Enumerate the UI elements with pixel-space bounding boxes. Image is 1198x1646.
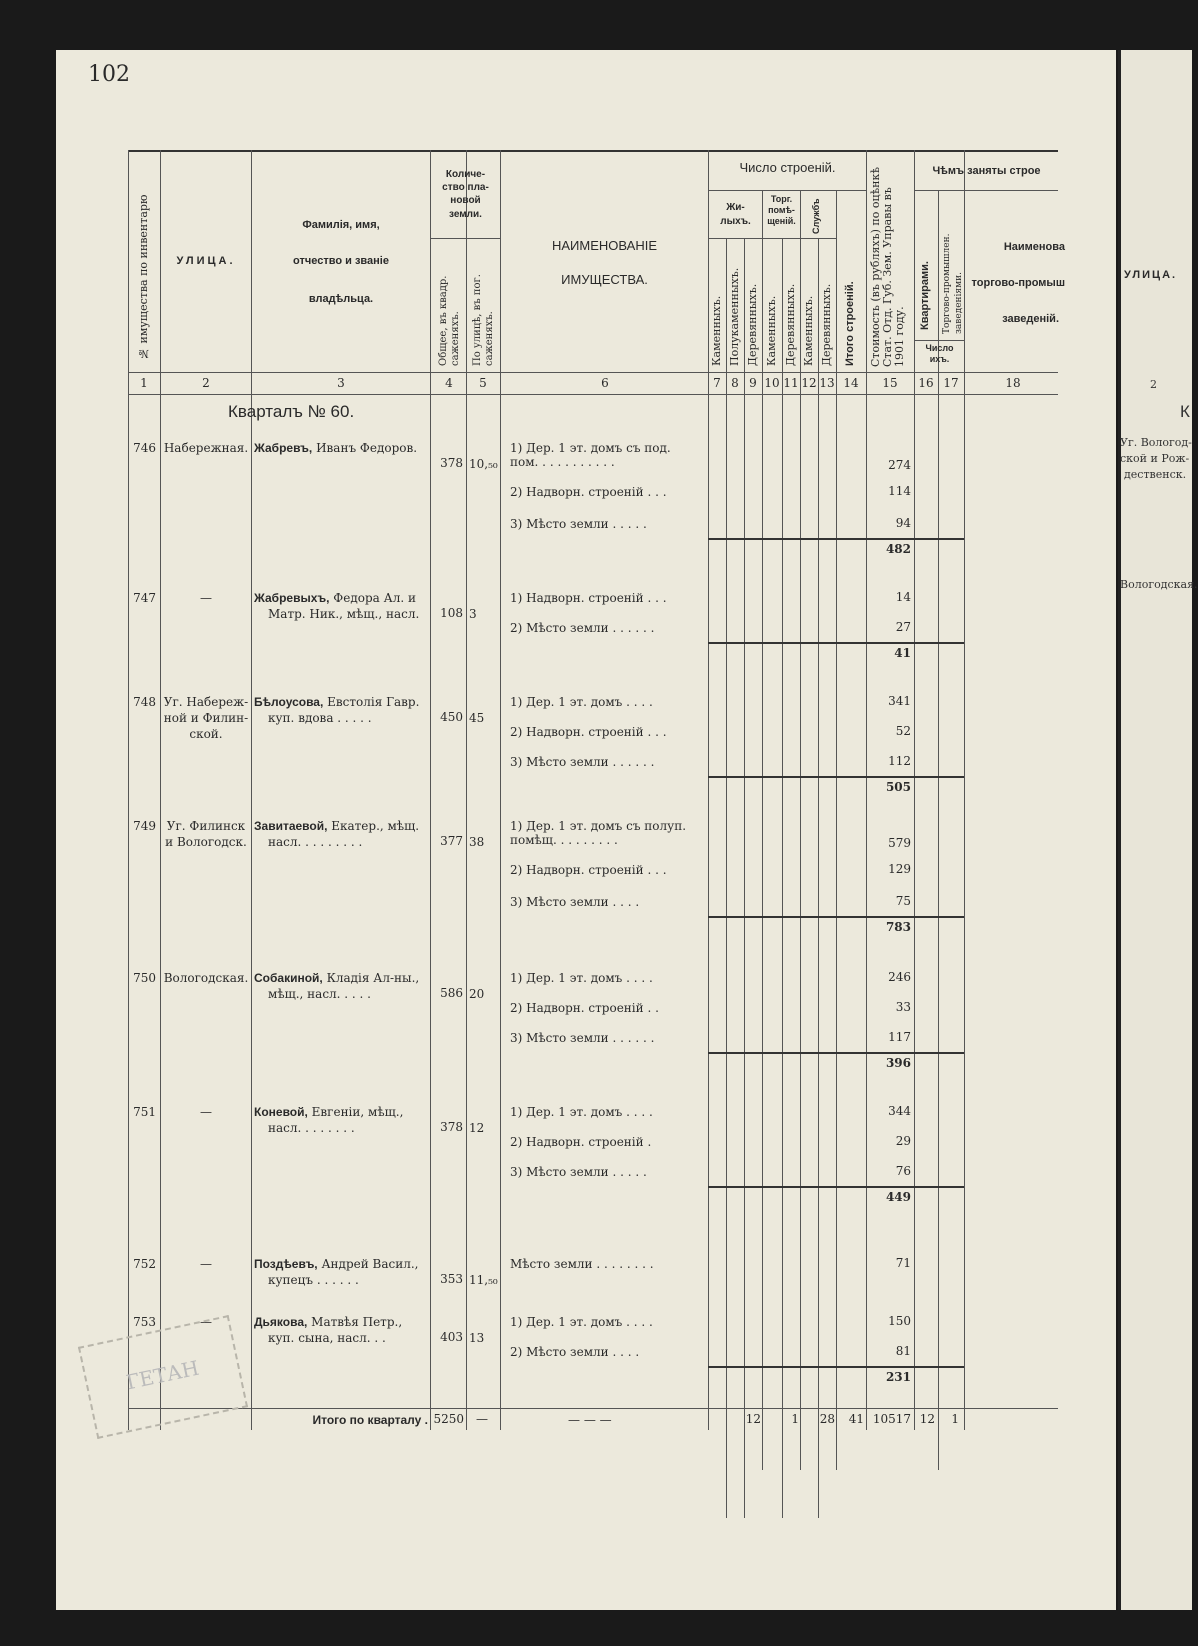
col-num: 7 xyxy=(713,376,721,390)
entry-number: 747 xyxy=(133,591,156,605)
property-cost: 14 xyxy=(895,590,911,604)
owner-surname: Дьякова, xyxy=(254,1315,308,1329)
header-col5: По улицѣ, въ пог. саженяхъ. xyxy=(472,274,495,366)
property-item: 3) Мѣсто земли . . . . . . xyxy=(510,755,655,769)
grand-total-dashes: — — — xyxy=(568,1413,612,1427)
header-col10: Каменныхъ. xyxy=(765,295,778,366)
header-count-2: ихъ. xyxy=(929,354,950,364)
subtotal-rule xyxy=(708,1052,964,1054)
header-col4: Общее, въ квадр. саженяхъ. xyxy=(438,275,461,366)
header-col16: Квартирами. xyxy=(919,261,931,330)
subtotal-cost: 231 xyxy=(885,1370,911,1384)
header-col18-1: Наименова xyxy=(1003,241,1065,253)
entry-frontage: 10,₅₀ xyxy=(469,457,498,471)
entry-owner-2: насл. . . . . . . . xyxy=(268,1121,355,1135)
col-num: 5 xyxy=(479,376,487,390)
property-cost: 150 xyxy=(888,1314,911,1328)
property-item: 3) Мѣсто земли . . . . . . xyxy=(510,1031,655,1045)
header-torg2: помѣ- xyxy=(768,205,795,215)
entry-frontage: 38 xyxy=(469,835,485,849)
owner-surname: Коневой, xyxy=(254,1105,308,1119)
entry-area: 450 xyxy=(440,710,463,724)
property-cost: 33 xyxy=(895,1000,911,1014)
header-land-2: ство пла- xyxy=(442,182,489,193)
header-col8: Полукаменныхъ. xyxy=(728,267,741,366)
property-cost: 71 xyxy=(895,1256,911,1270)
subtotal-cost: 505 xyxy=(885,780,911,794)
property-cost: 274 xyxy=(888,458,911,472)
col-num: 9 xyxy=(749,376,757,390)
entry-owner xyxy=(254,818,419,835)
header-col13: Деревянныхъ. xyxy=(820,283,833,366)
property-cost: 75 xyxy=(895,894,911,908)
entry-number: 753 xyxy=(133,1315,156,1329)
property-item: пом. . . . . . . . . . . xyxy=(510,455,615,469)
owner-name: Иванъ Федоров. xyxy=(312,441,418,455)
header-count-1: Число xyxy=(925,343,954,353)
register-table xyxy=(128,150,1116,1550)
property-cost: 341 xyxy=(888,694,911,708)
grand-total-c11: 1 xyxy=(791,1412,799,1426)
property-item: 1) Дер. 1 эт. домъ . . . . xyxy=(510,1105,653,1119)
entry-number: 749 xyxy=(133,819,156,833)
right-street-1: Уг. Вологод- xyxy=(1120,436,1192,449)
subtotal-rule xyxy=(708,776,964,778)
entry-frontage: 3 xyxy=(469,607,477,621)
header-property-1: НАИМЕНОВАНІЕ xyxy=(552,238,657,253)
right-street-3: дественск. xyxy=(1124,468,1187,481)
col-num: 16 xyxy=(918,376,934,390)
property-item: 3) Мѣсто земли . . . . . xyxy=(510,1165,647,1179)
header-zhil2: лыхъ. xyxy=(720,216,751,227)
grand-total-c9: 12 xyxy=(745,1412,761,1426)
owner-surname: Бѣлоусова, xyxy=(254,695,324,709)
property-cost: 579 xyxy=(888,836,911,850)
subtotal-rule xyxy=(708,642,964,644)
subtotal-rule xyxy=(708,1186,964,1188)
entry-number: 748 xyxy=(133,695,156,709)
entry-owner xyxy=(254,694,419,711)
owner-name: Федора Ал. и xyxy=(329,591,416,605)
header-torg3: щеній. xyxy=(767,216,796,226)
entry-street: Уг. Набереж- xyxy=(163,695,249,709)
header-zhil: Жи- xyxy=(726,202,745,213)
right-header-street: УЛИЦА. xyxy=(1124,269,1178,281)
right-quarter: К xyxy=(1180,402,1190,421)
header-col7: Каменныхъ. xyxy=(710,295,723,366)
header-owner-2: отчество и званіе xyxy=(293,255,389,267)
grand-total-label: Итого по кварталу . xyxy=(312,1413,428,1427)
grand-total-c16: 12 xyxy=(919,1412,935,1426)
header-property-2: ИМУЩЕСТВА. xyxy=(561,272,648,287)
entry-owner xyxy=(254,1104,403,1121)
grand-total-c13: 28 xyxy=(819,1412,835,1426)
entry-frontage: 20 xyxy=(469,987,485,1001)
owner-name: Евгеніи, мѣщ., xyxy=(307,1105,404,1119)
property-cost: 29 xyxy=(895,1134,911,1148)
entry-area: 377 xyxy=(440,834,463,848)
property-item: 2) Надворн. строеній . . . xyxy=(510,725,667,739)
entry-area: 378 xyxy=(440,1120,463,1134)
header-torg: Торг. xyxy=(770,194,793,204)
right-col-num: 2 xyxy=(1150,378,1157,391)
property-cost: 344 xyxy=(888,1104,911,1118)
next-page-edge xyxy=(1118,50,1192,1610)
entry-owner-2: насл. . . . . . . . . xyxy=(268,835,363,849)
entry-area: 403 xyxy=(440,1330,463,1344)
quarter-title: Кварталъ № 60. xyxy=(228,402,355,421)
subtotal-rule xyxy=(708,916,964,918)
property-item: 1) Дер. 1 эт. домъ съ полуп. xyxy=(510,819,687,833)
property-cost: 114 xyxy=(888,484,911,498)
property-cost: 76 xyxy=(895,1164,911,1178)
owner-name: Матвѣя Петр., xyxy=(307,1315,403,1329)
entry-street: Набережная. xyxy=(163,441,249,455)
grand-total-area: 5250 xyxy=(433,1412,464,1426)
owner-surname: Собакиной, xyxy=(254,971,323,985)
owner-name: Евстолія Гавр. xyxy=(323,695,420,709)
entry-owner-2: купецъ . . . . . . xyxy=(268,1273,359,1287)
owner-name: Кладія Ал-ны., xyxy=(322,971,420,985)
entry-frontage: 11,₅₀ xyxy=(469,1273,498,1287)
header-col15: Стоимость (въ рубляхъ) по оцѣнкѣ Стат. Отд. Губ. Зем. Управы въ 1901 году. xyxy=(869,166,906,367)
property-item: 2) Надворн. строеній . . xyxy=(510,1001,659,1015)
col-num: 1 xyxy=(140,376,148,390)
header-col17: Торгово-промышлен. заведеніями. xyxy=(942,233,964,334)
property-item: Мѣсто земли . . . . . . . . xyxy=(510,1257,654,1271)
property-item: 3) Мѣсто земли . . . . xyxy=(510,895,640,909)
entry-owner-2: Матр. Ник., мѣщ., насл. xyxy=(268,607,420,621)
owner-surname: Жабревыхъ, xyxy=(254,591,330,605)
entry-owner xyxy=(254,1314,402,1331)
subtotal-cost: 396 xyxy=(885,1056,911,1070)
property-item: 3) Мѣсто земли . . . . . xyxy=(510,517,647,531)
subtotal-cost: 449 xyxy=(885,1190,911,1204)
col-num: 4 xyxy=(445,376,453,390)
entry-street: и Вологодск. xyxy=(165,835,247,849)
property-cost: 112 xyxy=(888,754,911,768)
header-land-3: новой xyxy=(450,195,481,206)
entry-number: 746 xyxy=(133,441,156,455)
owner-surname: Завитаевой, xyxy=(254,819,328,833)
property-item: 2) Надворн. строеній . . . xyxy=(510,485,667,499)
col-num: 13 xyxy=(819,376,835,390)
entry-owner xyxy=(254,970,419,987)
col-num: 14 xyxy=(843,376,859,390)
entry-owner-2: куп. сына, насл. . . xyxy=(268,1331,386,1345)
property-cost: 52 xyxy=(895,724,911,738)
property-item: 2) Надворн. строеній . xyxy=(510,1135,652,1149)
owner-surname: Жабревъ, xyxy=(254,441,313,455)
property-item: 1) Дер. 1 эт. домъ . . . . xyxy=(510,695,653,709)
entry-street: — xyxy=(200,591,212,605)
owner-surname: Поздѣевъ, xyxy=(254,1257,318,1271)
header-col12: Каменныхъ. xyxy=(802,295,815,366)
subtotal-rule xyxy=(708,1366,964,1368)
entry-street: — xyxy=(200,1315,212,1329)
property-item: 2) Мѣсто земли . . . . . . xyxy=(510,621,655,635)
col-num: 15 xyxy=(882,376,898,390)
entry-owner-2: мѣщ., насл. . . . . xyxy=(268,987,371,1001)
header-col1: № имущества по инвентарю xyxy=(137,194,150,360)
entry-number: 752 xyxy=(133,1257,156,1271)
col-num: 18 xyxy=(1005,376,1021,390)
header-owner-1: Фамилія, имя, xyxy=(302,219,380,231)
entry-area: 586 xyxy=(440,986,463,1000)
header-owner-3: владѣльца. xyxy=(308,293,374,305)
header-col14: Итого строеній. xyxy=(844,281,856,366)
property-cost: 94 xyxy=(895,516,911,530)
entry-number: 750 xyxy=(133,971,156,985)
col-num: 2 xyxy=(202,376,210,390)
grand-total-c14: 41 xyxy=(848,1412,864,1426)
col-num: 6 xyxy=(601,376,609,390)
library-stamp: ГЕТАН xyxy=(78,1315,248,1439)
property-cost: 81 xyxy=(895,1344,911,1358)
col-num: 17 xyxy=(943,376,959,390)
header-col11: Деревянныхъ. xyxy=(784,283,797,366)
grand-total-frontage: — xyxy=(476,1412,488,1426)
property-cost: 117 xyxy=(888,1030,911,1044)
entry-number: 751 xyxy=(133,1105,156,1119)
entry-owner xyxy=(254,440,417,457)
col-num: 8 xyxy=(731,376,739,390)
subtotal-cost: 482 xyxy=(885,542,911,556)
property-item: 1) Дер. 1 эт. домъ съ под. xyxy=(510,441,671,455)
entry-frontage: 13 xyxy=(469,1331,485,1345)
property-item: 2) Мѣсто земли . . . . xyxy=(510,1345,640,1359)
entry-area: 353 xyxy=(440,1272,463,1286)
header-sluzhb: Службъ xyxy=(811,198,821,234)
property-item: 1) Надворн. строеній . . . xyxy=(510,591,667,605)
entry-area: 378 xyxy=(440,456,463,470)
page-number: 102 xyxy=(88,62,130,87)
grand-total-c17: 1 xyxy=(951,1412,959,1426)
entry-owner xyxy=(254,590,416,607)
col-num: 3 xyxy=(337,376,345,390)
property-cost: 246 xyxy=(888,970,911,984)
col-num: 12 xyxy=(801,376,817,390)
property-item: 2) Надворн. строеній . . . xyxy=(510,863,667,877)
entry-street: ской. xyxy=(189,727,223,741)
header-land-4: земли. xyxy=(449,209,482,220)
header-col18-3: заведеній. xyxy=(1002,313,1059,325)
header-col9: Деревянныхъ. xyxy=(746,283,759,366)
entry-frontage: 12 xyxy=(469,1121,485,1135)
entry-owner-2: куп. вдова . . . . . xyxy=(268,711,372,725)
col-num: 11 xyxy=(783,376,799,390)
property-item: 1) Дер. 1 эт. домъ . . . . xyxy=(510,1315,653,1329)
property-item: 1) Дер. 1 эт. домъ . . . . xyxy=(510,971,653,985)
owner-name: Андрей Васил., xyxy=(317,1257,419,1271)
entry-owner xyxy=(254,1256,418,1273)
subtotal-cost: 41 xyxy=(894,646,911,660)
entry-street: — xyxy=(200,1257,212,1271)
entry-street: ной и Филин- xyxy=(163,711,249,725)
property-cost: 129 xyxy=(888,862,911,876)
header-col18-2: торгово-промыш xyxy=(971,277,1065,289)
entry-area: 108 xyxy=(440,606,463,620)
col-num: 10 xyxy=(764,376,780,390)
subtotal-cost: 783 xyxy=(885,920,911,934)
right-street-4: Вологодская. xyxy=(1120,578,1198,591)
subtotal-rule xyxy=(708,538,964,540)
entry-street: — xyxy=(200,1105,212,1119)
right-street-2: ской и Рож- xyxy=(1120,452,1190,465)
grand-total-cost: 10517 xyxy=(872,1412,911,1426)
owner-name: Екатер., мѣщ. xyxy=(327,819,420,833)
property-cost: 27 xyxy=(895,620,911,634)
entry-street: Вологодская. xyxy=(163,971,249,985)
entry-frontage: 45 xyxy=(469,711,485,725)
entry-street: Уг. Филинск xyxy=(166,819,246,833)
header-land-1: Количе- xyxy=(445,169,486,180)
header-street: УЛИЦА. xyxy=(176,255,236,267)
header-buildings: Число строеній. xyxy=(739,160,836,175)
header-occupied: Чѣмъ заняты строе xyxy=(932,165,1041,177)
property-item: помѣщ. . . . . . . . . xyxy=(510,833,618,847)
